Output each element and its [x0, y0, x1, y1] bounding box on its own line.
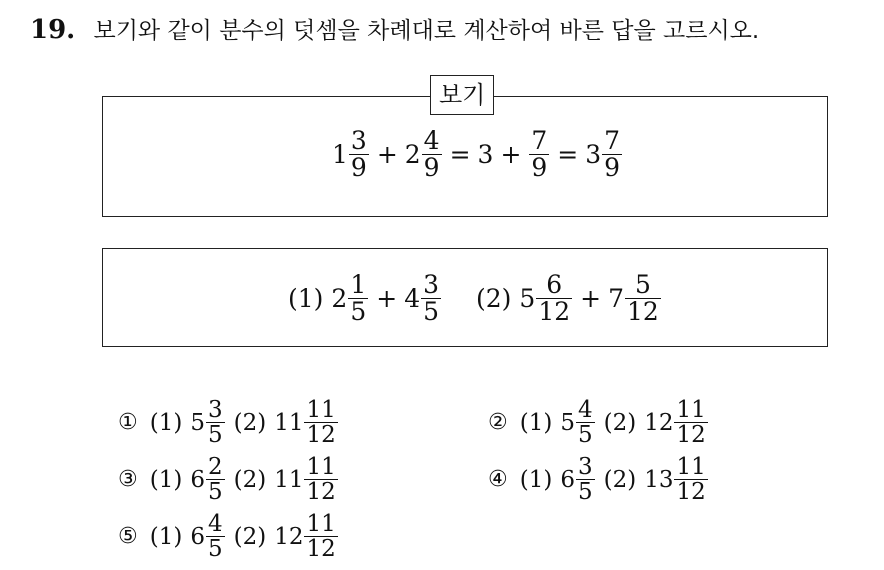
example-label: 보기	[430, 75, 494, 115]
problem-fraction: $\frac{5}{12}$	[627, 270, 659, 327]
problem-fraction: $\frac{3}{5}$	[423, 270, 439, 327]
choice-mark: ②	[488, 410, 508, 436]
result-fraction: $\frac{7}{9}$	[604, 126, 621, 183]
choice-mark: ⑤	[118, 524, 138, 550]
choice-4[interactable]: ④ (1) 6 $\frac{3}{5}$ (2) 13 $\frac{11}{12}$	[488, 454, 706, 506]
question-text: 보기와 같이 분수의 덧셈을 차례대로 계산하여 바른 답을 고르시오.	[93, 18, 760, 44]
fraction-sum: $\frac{7}{9}$	[531, 126, 548, 183]
problem-label: (1)	[288, 284, 324, 314]
term2-whole: 2	[404, 140, 421, 170]
choice-mark: ③	[118, 467, 138, 493]
question-title	[30, 12, 759, 45]
term1-whole: 1	[332, 140, 348, 170]
choice-3[interactable]: ③ (1) 6 $\frac{2}{5}$ (2) 11 $\frac{11}{12}$	[118, 454, 336, 506]
problem-label: (2)	[476, 284, 512, 314]
problem-expressions: (1) 2 $\frac{1}{5}$ + 4 $\frac{3}{5}$ (2) 5 $\frac{6}{12}$ + 7 $\frac{5}{12}$	[288, 270, 659, 327]
example-expression: 1 $\frac{3}{9}$ + 2 $\frac{4}{9}$ = 3 + $\frac{7}{9}$ = 3 $\frac{7}{9}$	[332, 126, 621, 183]
problem-fraction: $\frac{6}{12}$	[538, 270, 571, 327]
term2-fraction: $\frac{4}{9}$	[423, 126, 440, 183]
choice-mark: ①	[118, 410, 138, 436]
term1-fraction: $\frac{3}{9}$	[350, 126, 367, 183]
choice-2[interactable]: ② (1) 5 $\frac{4}{5}$ (2) 12 $\frac{11}{12}$	[488, 397, 706, 449]
choice-1[interactable]: ① (1) 5 $\frac{3}{5}$ (2) 11 $\frac{11}{12}$	[118, 397, 336, 449]
result-whole: 3	[585, 140, 602, 170]
whole-sum: 3	[477, 140, 494, 170]
choice-mark: ④	[488, 467, 508, 493]
problem-fraction: $\frac{1}{5}$	[350, 270, 367, 327]
choice-5[interactable]: ⑤ (1) 6 $\frac{4}{5}$ (2) 12 $\frac{11}{12}$	[118, 511, 336, 563]
question-number: 19.	[30, 15, 76, 45]
